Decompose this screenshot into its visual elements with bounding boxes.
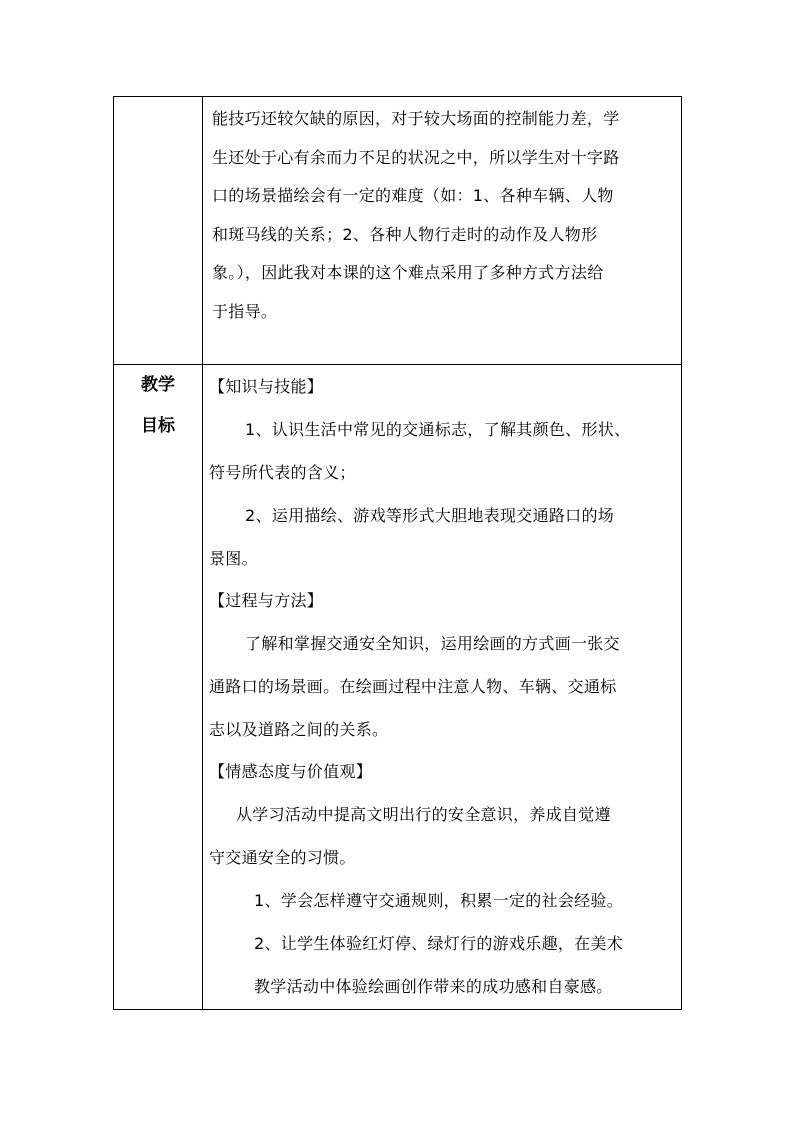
difficulty-text-block (203, 97, 681, 331)
objectives-label-cell (114, 365, 203, 1010)
difficulty-content-cell (203, 97, 682, 365)
table-row-difficulty (114, 97, 682, 365)
text-line: 口的场景描绘会有一定的难度（如：1、各种车辆、人物 (212, 186, 614, 205)
emotion-paragraph: 从学习活动中提高文明出行的安全意识，养成自觉遵 守交通安全的习惯。 (209, 805, 611, 867)
row-label-empty (114, 97, 203, 365)
text-line: 于指导。 (212, 301, 278, 321)
objectives-label (114, 365, 202, 447)
emotion-item-2: 2、让学生体验红灯停、绿灯行的游戏乐趣，在美术 教学活动中体验绘画创作带来的成功感和自豪感。 (254, 934, 624, 996)
objectives-label-line2: 目标 (141, 416, 175, 436)
text-line: 象。），因此我对本课的这个难点采用了多种方式方法给 (212, 263, 604, 282)
objectives-content-cell (203, 365, 682, 1010)
text-line: 和斑马线的关系；2、各种人物行走时的动作及人物形 (212, 224, 598, 244)
objectives-label-line1: 教学 (141, 375, 175, 395)
objectives-text-block (203, 365, 681, 1008)
lesson-plan-table (113, 96, 682, 1010)
knowledge-heading: 【知识与技能】 (209, 377, 324, 396)
process-paragraph: 了解和掌握交通安全知识，运用绘画的方式画一张交 通路口的场景画。在绘画过程中注意人物、车辆、交通标 志以及道路之间的关系。 (209, 634, 620, 739)
text-line: 能技巧还较欠缺的原因，对于较大场面的控制能力差，学 (212, 109, 620, 128)
knowledge-item-2: 2、运用描绘、游戏等形式大胆地表现交通路口的场 景图。 (209, 506, 615, 568)
process-heading: 【过程与方法】 (209, 591, 324, 610)
emotion-item-1: 1、学会怎样遵守交通规则，积累一定的社会经验。 (254, 891, 624, 910)
knowledge-item-1: 1、认识生活中常见的交通标志，了解其颜色、形状、 符号所代表的含义； (209, 420, 631, 482)
table-row-teaching-objectives (114, 365, 682, 1010)
emotion-heading: 【情感态度与价值观】 (209, 762, 373, 781)
text-line: 生还处于心有余而力不足的状况之中，所以学生对十字路 (212, 147, 620, 167)
